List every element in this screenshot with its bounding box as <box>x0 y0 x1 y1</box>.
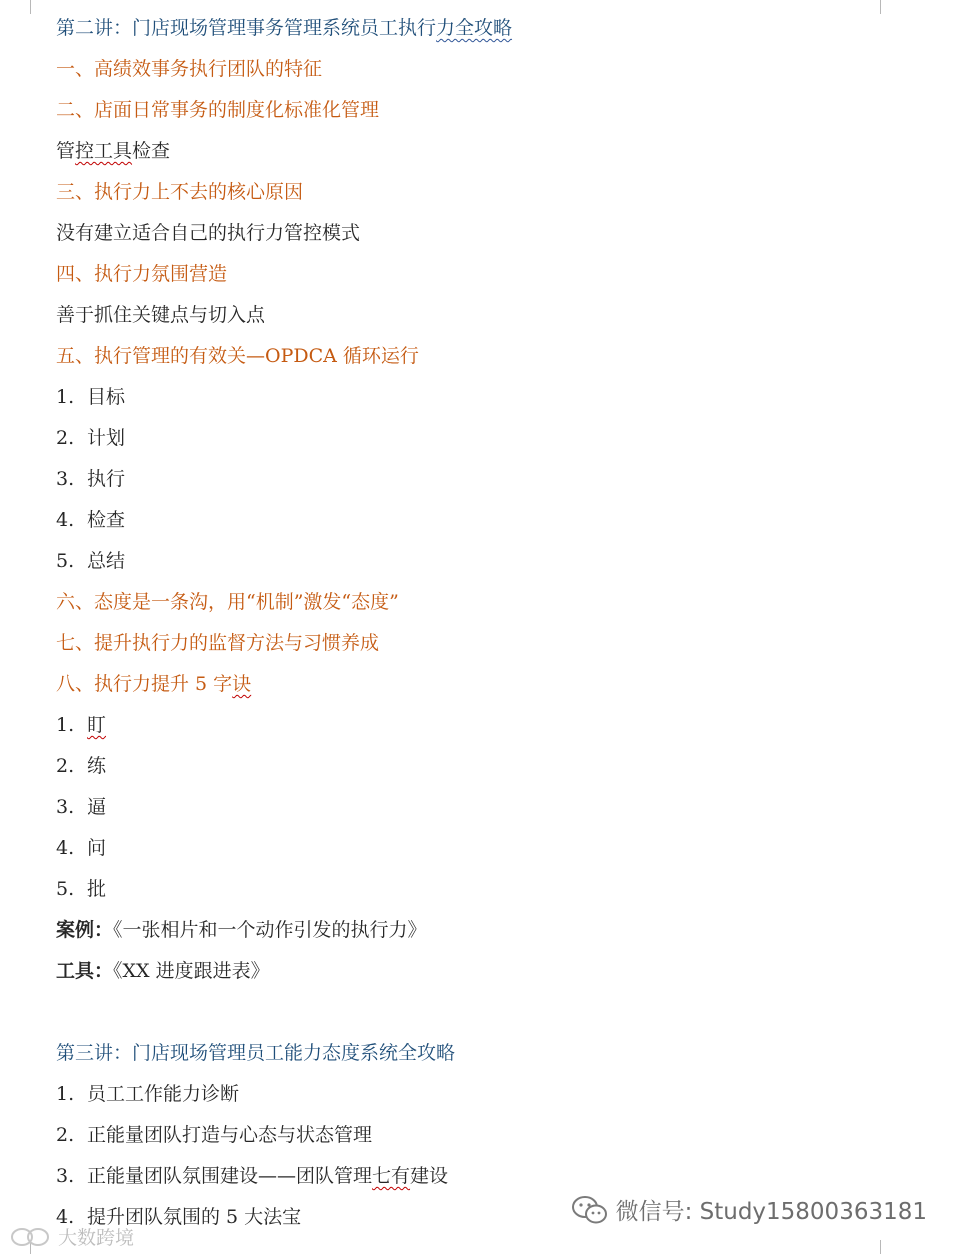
line-text: 善于抓住关键点与切入点 <box>56 304 266 326</box>
body-text <box>56 914 916 955</box>
section-heading <box>56 340 916 381</box>
list-item <box>56 873 916 914</box>
line-text: 五、执行管理的有效关—OPDCA 循环运行 <box>56 345 419 367</box>
line-text: 第三讲：门店现场管理员工能力态度系统全攻略 <box>56 1042 456 1064</box>
line-text: 四、执行力氛围营造 <box>56 263 228 285</box>
spellcheck-underline: 诀 <box>232 673 252 695</box>
section-heading <box>56 258 916 299</box>
brand-watermark <box>8 1223 134 1250</box>
list-number: 4. <box>56 509 75 531</box>
line-text: 问 <box>87 837 107 859</box>
list-number: 1. <box>56 386 75 408</box>
section-heading <box>56 586 916 627</box>
section-heading <box>56 1037 916 1078</box>
line-text: 员工工作能力诊断 <box>87 1083 240 1105</box>
list-item <box>56 1078 916 1119</box>
line-text: 计划 <box>87 427 126 449</box>
line-text: 正能量团队氛围建设——团队管理七有建设 <box>87 1165 449 1187</box>
list-number: 1. <box>56 1083 75 1105</box>
list-item <box>56 422 916 463</box>
line-text: 《XX 进度跟进表》 <box>113 960 270 982</box>
spellcheck-underline: 力全攻略 <box>436 17 513 39</box>
line-text: 三、执行力上不去的核心原因 <box>56 181 304 203</box>
spellcheck-underline: 盯 <box>87 714 107 736</box>
wechat-watermark <box>570 1193 927 1226</box>
line-text: 一、高绩效事务执行团队的特征 <box>56 58 323 80</box>
item-label: 案例： <box>56 919 114 941</box>
line-text: 目标 <box>87 386 126 408</box>
line-text: 提升团队氛围的 5 大法宝 <box>87 1206 302 1228</box>
body-text <box>56 299 916 340</box>
brand-watermark-text: 大数跨境 <box>58 1227 135 1249</box>
list-number: 4. <box>56 837 75 859</box>
list-item <box>56 463 916 504</box>
page-corner-mark <box>0 0 31 14</box>
list-item <box>56 1119 916 1160</box>
list-number: 5. <box>56 550 75 572</box>
line-text: 《一张相片和一个动作引发的执行力》 <box>113 919 427 941</box>
spellcheck-underline: 七有 <box>372 1165 411 1187</box>
body-text <box>56 217 916 258</box>
list-number: 4. <box>56 1206 75 1228</box>
line-text: 执行 <box>87 468 126 490</box>
line-text: 第二讲：门店现场管理事务管理系统员工执行力全攻略 <box>56 17 513 39</box>
body-text <box>56 135 916 176</box>
list-item <box>56 504 916 545</box>
line-text: 练 <box>87 755 107 777</box>
spellcheck-underline: 控工具 <box>75 140 133 162</box>
document-body <box>56 12 916 1242</box>
section-heading <box>56 53 916 94</box>
item-label: 工具： <box>56 960 114 982</box>
section-heading <box>56 12 916 53</box>
line-text: 没有建立适合自己的执行力管控模式 <box>56 222 361 244</box>
line-text: 批 <box>87 878 107 900</box>
list-number: 3. <box>56 1165 75 1187</box>
list-item <box>56 832 916 873</box>
list-number: 5. <box>56 878 75 900</box>
list-number: 3. <box>56 468 75 490</box>
line-text: 总结 <box>87 550 126 572</box>
line-text: 八、执行力提升 5 字诀 <box>56 673 252 695</box>
line-text <box>87 714 106 736</box>
line-text: 逼 <box>87 796 107 818</box>
section-heading <box>56 94 916 135</box>
list-number: 2. <box>56 1124 75 1146</box>
body-text <box>56 955 916 996</box>
list-item <box>56 545 916 586</box>
list-item <box>56 381 916 422</box>
line-text: 检查 <box>87 509 126 531</box>
list-item <box>56 709 916 750</box>
list-number: 2. <box>56 755 75 777</box>
section-heading <box>56 176 916 217</box>
line-text: 正能量团队打造与心态与状态管理 <box>87 1124 373 1146</box>
line-text: 管控工具检查 <box>56 140 171 162</box>
wechat-id-text: 微信号: Study15800363181 <box>615 1199 927 1225</box>
list-item <box>56 750 916 791</box>
line-text: 二、店面日常事务的制度化标准化管理 <box>56 99 380 121</box>
brand-logo-icon <box>8 1225 54 1249</box>
line-text: 七、提升执行力的监督方法与习惯养成 <box>56 632 380 654</box>
section-heading <box>56 627 916 668</box>
list-number: 2. <box>56 427 75 449</box>
blank-line <box>56 996 916 1037</box>
list-number: 3. <box>56 796 75 818</box>
line-text: 六、态度是一条沟，用“机制”激发“态度” <box>56 591 399 613</box>
list-item <box>56 791 916 832</box>
section-heading <box>56 668 916 709</box>
list-number: 1. <box>56 714 75 736</box>
page-corner-mark <box>880 1240 911 1254</box>
wechat-icon <box>570 1194 610 1226</box>
